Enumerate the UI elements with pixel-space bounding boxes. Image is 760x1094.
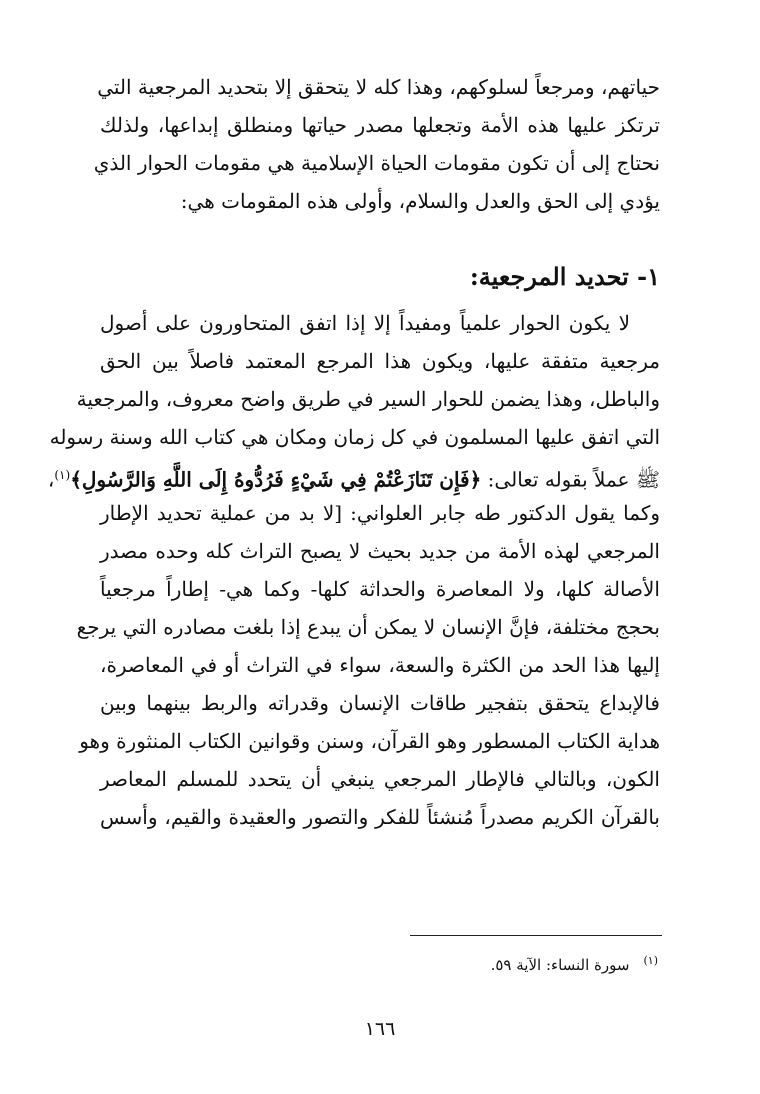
text-line: مرجعية متفقة عليها، ويكون هذا المرجع المعتمد فاصلاً بين الحق: [100, 349, 660, 373]
text-line: فالإبداع يتحقق بتفجير طاقات الإنسان وقدراته والربط بينهما وبين: [100, 691, 660, 715]
footnote-text: سورة النساء: الآية ٥٩.: [490, 956, 630, 974]
text-line: هداية الكتاب المسطور وهو القرآن، وسنن وقوانين الكتاب المنثورة وهو: [79, 729, 660, 753]
text-line: إليها هذا الحد من الكثرة والسعة، سواء في التراث أو في المعاصرة،: [100, 653, 660, 677]
footnote-reference: (١): [54, 468, 71, 482]
text-line: الأصالة كلها، ولا المعاصرة والحداثة كلها- وكما هي- إطاراً مرجعياً: [100, 577, 660, 601]
text-line: نحتاج إلى أن تكون مقومات الحياة الإسلامية هي مقومات الحوار الذي: [93, 151, 660, 175]
page-number: ١٦٦: [364, 1018, 396, 1040]
intro-paragraph: [93, 68, 660, 220]
body-paragraph: [47, 304, 660, 836]
text-line: يؤدي إلى الحق والعدل والسلام، وأولى هذه المقومات هي:: [180, 189, 660, 213]
text-line: المرجعي لهذه الأمة من جديد بحيث لا يصبح التراث كله وحده مصدر: [100, 539, 660, 563]
verse-line: [47, 456, 660, 494]
text-line: لا يكون الحوار علمياً ومفيداً إلا إذا اتفق المتحاورون على أصول: [100, 311, 630, 335]
footnote-mark: (١): [643, 954, 658, 967]
section-heading: ١- تحديد المرجعية:: [469, 262, 660, 291]
text-line: التي اتفق عليها المسلمون في كل زمان ومكان هي كتاب الله وسنة رسوله: [49, 425, 660, 449]
text-line: والباطل، وهذا يضمن للحوار السير في طريق واضح معروف، والمرجعية: [76, 387, 660, 411]
text-line: بحجج مختلفة، فإنَّ الإنسان لا يمكن أن يبدع إذا بلغت مصادره التي يرجع: [76, 615, 660, 639]
text-line: ترتكز عليها هذه الأمة وتجعلها مصدر حياتها ومنطلق إبداعها، ولذلك: [100, 113, 660, 137]
verse-intro: ﷺ عملاً بقوله تعالى:: [481, 467, 660, 492]
text-line: وكما يقول الدكتور طه جابر العلواني: [لا بد من عملية تحديد الإطار: [100, 501, 660, 525]
verse-comma: ،: [47, 467, 55, 492]
footnote-divider: [410, 935, 662, 936]
text-line: بالقرآن الكريم مصدراً مُنشئاً للفكر والتصور والعقيدة والقيم، وأسس: [100, 805, 660, 829]
quran-verse: ﴿فَإِن تَنَازَعْتُمْ فِي شَيْءٍ فَرُدُّوهُ إِلَى اللَّهِ وَالرَّسُولِ﴾: [70, 467, 482, 492]
footnote: [491, 954, 658, 974]
text-line: حياتهم، ومرجعاً لسلوكهم، وهذا كله لا يتحقق إلا بتحديد المرجعية التي: [97, 75, 660, 99]
text-line: الكون، وبالتالي فالإطار المرجعي ينبغي أن يتحدد للمسلم المعاصر: [100, 767, 660, 791]
